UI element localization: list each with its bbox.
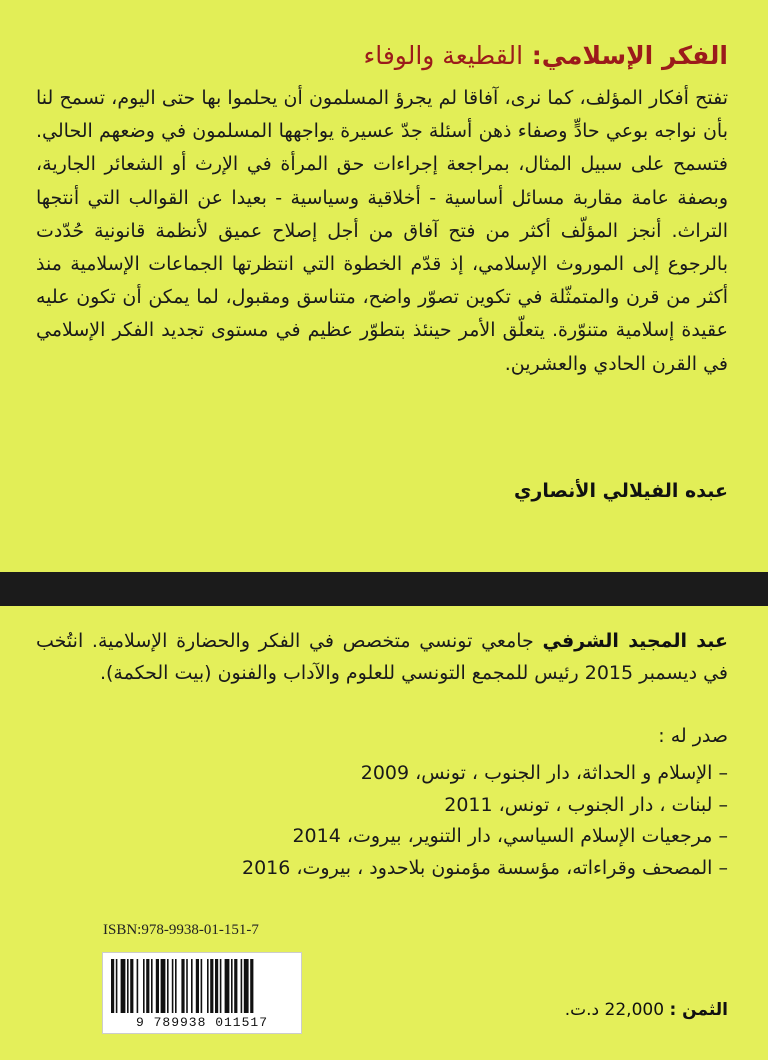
barcode-bar	[191, 959, 193, 1013]
barcode-bars-icon	[111, 959, 293, 1013]
barcode-bar	[127, 959, 129, 1013]
barcode-bar	[167, 959, 169, 1013]
isbn-barcode	[102, 952, 302, 1034]
barcode-bar	[231, 959, 233, 1013]
barcode-bar	[156, 959, 159, 1013]
works-list-item: – المصحف وقراءاته، مؤسسة مؤمنون بلاحدود ، بيروت، 2016	[241, 856, 728, 879]
divider-band	[0, 572, 768, 606]
price-value: 22,000 د.ت.	[564, 1000, 665, 1020]
works-list-item: – الإسلام و الحداثة، دار الجنوب ، تونس، 2009	[360, 762, 728, 784]
book-title	[38, 36, 728, 76]
barcode-bar	[250, 959, 253, 1013]
barcode-bar	[130, 959, 133, 1013]
barcode-bar	[137, 959, 139, 1013]
book-title-main: الفكر الإسلامي:	[531, 41, 728, 70]
barcode-bar	[175, 959, 177, 1013]
works-list-item: – مرجعيات الإسلام السياسي، دار التنوير، بيروت، 2014	[292, 825, 728, 847]
barcode-bar	[172, 959, 174, 1013]
barcode-bar	[241, 959, 243, 1013]
barcode-bar	[234, 959, 237, 1013]
barcode-bar	[146, 959, 149, 1013]
barcode-bar	[210, 959, 213, 1013]
book-title-sub: القطيعة والوفاء	[363, 41, 524, 70]
price	[565, 1000, 728, 1020]
barcode-bar	[151, 959, 153, 1013]
barcode-bar	[207, 959, 209, 1013]
works-list-item: – لبنات ، دار الجنوب ، تونس، 2011	[444, 793, 728, 816]
barcode-number: 9 789938 011517	[135, 1015, 269, 1030]
barcode-bar	[143, 959, 145, 1013]
barcode-bar	[215, 959, 218, 1013]
barcode-bar	[196, 959, 199, 1013]
barcode-bar	[220, 959, 222, 1013]
price-label: الثمن :	[669, 1000, 728, 1020]
isbn-label: ISBN:978-9938-01-151-7	[103, 922, 259, 938]
barcode-bar	[201, 959, 203, 1013]
works-heading: صدر له :	[658, 725, 728, 747]
barcode-bar	[121, 959, 126, 1013]
author-bio-text: جامعي تونسي متخصص في الفكر والحضارة الإسلامية. انتُخب في ديسمبر 2015 رئيس للمجمع التونسي للعلوم والآداب والفنون (بيت الحكمة).	[36, 630, 728, 684]
author-name: عبد المجيد الشرفي	[542, 630, 728, 652]
barcode-bar	[116, 959, 118, 1013]
quote-author: عبده الفيلالي الأنصاري	[513, 480, 728, 502]
barcode-bar	[244, 959, 249, 1013]
barcode-bar	[111, 959, 114, 1013]
barcode-bar	[225, 959, 230, 1013]
barcode-bar	[161, 959, 166, 1013]
blurb-quote: تفتح أفكار المؤلف، كما نرى، آفاقا لم يجرؤ المسلمون أن يحلموا بها حتى اليوم، تسمح لنا بأن نواجه بوعي حادٍّ وصفاء ذهن أسئلة جدّ عسيرة يواجهها المسلمون في وضعهم الحالي. فتسمح على سبيل المثال، بمراجعة إجراءات حق المرأة في الإرث أو الشعائر الجارية، وبصفة عامة مقاربة مسائل أساسية - أخلاقية وسياسية - بعيدا عن القوالب التي أنتجها التراث. أنجز المؤلّف أكثر من فتح آفاق من أجل إصلاح عميق لأنظمة قانونية حُدّدت بالرجوع إلى الموروث الإسلامي، إذ قدّم الخطوة التي انتظرتها الجماعات الإسلامية منذ أكثر من قرن والمتمثّلة في تكوين تصوّر واضح، متناسق ومقبول، لما يمكن أن تكون عليه عقيدة إسلامية متنوّرة. يتعلّق الأمر حينئذ بتطوّر عظيم في مستوى تجديد الفكر الإسلامي في القرن الحادي والعشرين.	[36, 87, 728, 375]
works-list	[128, 758, 728, 884]
barcode-bar	[181, 959, 184, 1013]
author-bio	[36, 625, 728, 689]
barcode-bar	[186, 959, 188, 1013]
